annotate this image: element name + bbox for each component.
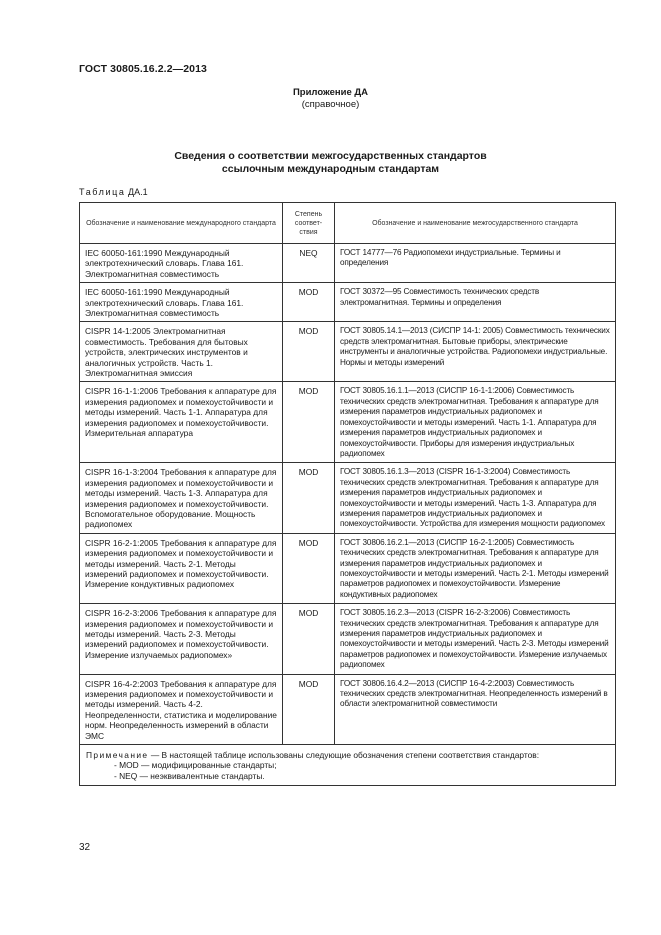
cell-interstate-standard: ГОСТ 30806.16.2.1—2013 (СИСПР 16-2-1:2005) Совместимость технических средств электромагнитная. Требования к аппаратуре для измерения параметров индустриальных радиопомех и помехоустойчивости и методы измерений. Часть 2-1. Методы измерений параметров радиопомех и помехоустойчивости. Измерение кондуктивных радиопомех [335,533,616,603]
cell-degree: MOD [283,322,335,382]
table-row [80,322,616,382]
cell-degree: NEQ [283,244,335,283]
cell-interstate-standard: ГОСТ 30372—95 Совместимость технических средств электромагнитная. Термины и определения [335,283,616,322]
table-row [80,244,616,283]
note-label: Примечание [86,750,149,761]
cell-degree: MOD [283,533,335,603]
page-number: 32 [79,842,91,853]
header-degree: Степень соответ-ствия [283,203,335,244]
cell-interstate-standard: ГОСТ 30805.16.2.3—2013 (CISPR 16-2-3:2006) Совместимость технических средств электромагнитная. Требования к аппаратуре для измерения параметров индустриальных радиопомех и помехоустойчивости и методы измерений. Часть 2-3. Методы измерений параметров радиопомех и помехоустойчивости. Измерение излучаемых радиопомех [335,604,616,674]
table-row [80,604,616,674]
cell-degree: MOD [283,674,335,744]
cell-degree: MOD [283,604,335,674]
table-row [80,382,616,463]
table-row [80,674,616,744]
table-caption-number: ДА.1 [128,187,148,197]
cell-interstate-standard: ГОСТ 30805.16.1.3—2013 (CISPR 16-1-3:2004) Совместимость технических средств электромагнитная. Требования к аппаратуре для измерения параметров индустриальных радиопомех и помехоустойчивости и методы измерений. Часть 1-3. Аппаратура для измерения параметров индустриальных радиопомех и помехоустойчивости. Устройства для измерения мощности радиопомех [335,463,616,533]
annex-title: Приложение ДА [292,87,369,98]
section-title-line-2: ссылочным международным стандартам [221,163,440,175]
table-note [80,745,616,786]
cell-interstate-standard: ГОСТ 14777—76 Радиопомехи индустриальные. Термины и определения [335,244,616,283]
table-caption [79,187,148,197]
cell-degree: MOD [283,283,335,322]
section-title-line-1: Сведения о соответствии межгосударственных стандартов [174,150,487,162]
cell-international-standard: CISPR 14-1:2005 Электромагнитная совместимость. Требования для бытовых устройств, электрических инструментов и аналогичных устройств. Часть 1. Электромагнитная эмиссия [80,322,283,382]
cell-international-standard: IEC 60050-161:1990 Международный электротехнический словарь. Глава 161. Электромагнитная совместимость [80,283,283,322]
table-header-row [80,203,616,244]
note-item-neq: - NEQ — неэквивалентные стандарты. [114,770,265,781]
header-international-standard: Обозначение и наименование международного стандарта [80,203,283,244]
cell-international-standard: CISPR 16-1-3:2004 Требования к аппаратуре для измерения радиопомех и помехоустойчивости и методы измерений. Часть 1-3. Аппаратура для измерения радиопомех и помехоустойчивости. Вспомогательное оборудование. Мощность радиопомех [80,463,283,533]
header-interstate-standard: Обозначение и наименование межгосударственного стандарта [335,203,616,244]
cell-international-standard: CISPR 16-4-2:2003 Требования к аппаратуре для измерения радиопомех и помехоустойчивости и методы измерений. Часть 4-2. Неопределенности, статистика и моделирование норм. Неопределенность измерений в области ЭМС [80,674,283,744]
table-row [80,283,616,322]
table-row [80,533,616,603]
table-row [80,463,616,533]
correspondence-table [79,202,616,786]
cell-interstate-standard: ГОСТ 30806.16.4.2—2013 (СИСПР 16-4-2:2003) Совместимость технических средств электромагнитная. Неопределенность измерений в области электромагнитной совместимости [335,674,616,744]
note-item-mod: - MOD — модифицированные стандарты; [114,760,277,771]
cell-international-standard: CISPR 16-1-1:2006 Требования к аппаратуре для измерения радиопомех и помехоустойчивости и методы измерений. Часть 1-1. Аппаратура для измерения радиопомех и помехоустойчивости. Измерительная аппаратура [80,382,283,463]
annex-heading [0,87,661,111]
cell-interstate-standard: ГОСТ 30805.16.1.1—2013 (СИСПР 16-1-1:2006) Совместимость технических средств электромагнитная. Требования к аппаратуре для измерения параметров индустриальных радиопомех и помехоустойчивости и методы измерений. Часть 1-1. Аппаратура для измерения параметров индустриальных радиопомех и помехоустойчивости. Приборы для измерения индустриальных радиопомех [335,382,616,463]
cell-international-standard: CISPR 16-2-1:2005 Требования к аппаратуре для измерения радиопомех и помехоустойчивости и методы измерений. Часть 2-1. Методы измерений радиопомех и помехоустойчивости. Измерение кондуктивных радиопомех [80,533,283,603]
annex-subtitle: (справочное) [301,99,360,110]
cell-international-standard: IEC 60050-161:1990 Международный электротехнический словарь. Глава 161. Электромагнитная совместимость [80,244,283,283]
section-title [0,150,661,176]
note-intro [86,750,607,760]
table-caption-prefix: Таблица [79,187,126,197]
table-note-row [80,745,616,786]
cell-interstate-standard: ГОСТ 30805.14.1—2013 (СИСПР 14-1: 2005) Совместимость технических средств электромагнитная. Бытовые приборы, электрические инструменты и аналогичные устройства. Радиопомехи индустриальные. Нормы и методы измерений [335,322,616,382]
cell-degree: MOD [283,463,335,533]
document-header: ГОСТ 30805.16.2.2—2013 [79,63,207,75]
cell-degree: MOD [283,382,335,463]
note-text: — В настоящей таблице использованы следующие обозначения степени соответствия стандартов: [150,750,540,761]
cell-international-standard: CISPR 16-2-3:2006 Требования к аппаратуре для измерения радиопомех и помехоустойчивости и методы измерений. Часть 2-3. Методы измерений радиопомех и помехоустойчивости. Измерение излучаемых радиопомех» [80,604,283,674]
